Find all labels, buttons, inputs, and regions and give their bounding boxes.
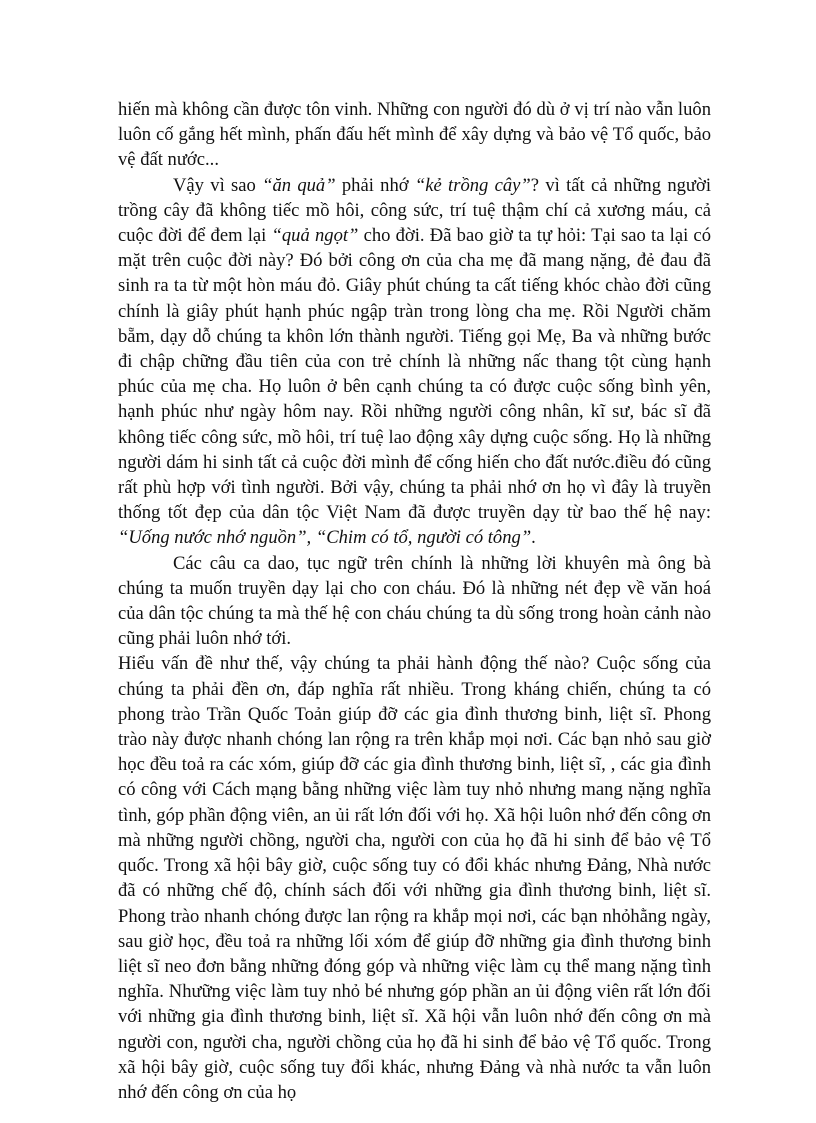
quote-ke-trong-cay: “kẻ trồng cây”: [414, 174, 531, 196]
document-page: [118, 97, 711, 1105]
quote-qua-ngot: “quả ngọt”: [271, 225, 359, 247]
paragraph-4: Hiểu vấn đề như thế, vậy chúng ta phải hành động thế nào? Cuộc sống của chúng ta phải đền ơn, đáp nghĩa rất nhiều. Trong kháng chiến, chúng ta có phong trào Trần Quốc Toản giúp đỡ các gia đình thương binh, liệt sĩ. Phong trào này được nhanh chóng lan rộng ra trên khắp mọi nơi. Các bạn nhỏ sau giờ học đều toả ra các xóm, giúp đỡ các gia đình thương binh, liệt sĩ, , các gia đình có công với Cách mạng bằng những việc làm tuy nhỏ nhưng mang nặng nghĩa tình, góp phần động viên, an ủi rất lớn đối với họ. Xã hội luôn nhớ đến công ơn mà những người chồng, người cha, người con của họ đã hi sinh để bảo vệ Tổ quốc. Trong xã hội bây giờ, cuộc sống tuy có đổi khác nhưng Đảng, Nhà nước đã có những chế độ, chính sách đối với những gia đình thương binh, liệt sĩ. Phong trào nhanh chóng được lan rộng ra khắp mọi nơi, các bạn nhỏhằng ngày, sau giờ học, đều toả ra những lối xóm để giúp đỡ những gia đình thương binh liệt sĩ neo đơn bằng những đóng góp và những việc làm cụ thể mang nặng tình nghĩa. Nhưững việc làm tuy nhỏ bé nhưng góp phần an ủi động viên rất lớn đối với những gia đình thương binh, liệt sĩ. Xã hội vẫn luôn nhớ đến công ơn mà người con, người cha, người chồng của họ đã hi sinh để bảo vệ Tổ quốc. Trong xã hội bây giờ, cuộc sống tuy đổi khác, nhưng Đảng và nhà nước ta vẫn luôn nhớ đến công ơn của họ: [118, 653, 711, 1103]
paragraph-2-text-5: .: [531, 527, 536, 549]
paragraph-2-text-3: ? vì tất cả những người trồng cây đã không tiếc mồ hôi, công sức, trí tuệ thậm chí cả xương máu, cả cuộc đời để đem lại: [118, 174, 711, 247]
paragraph-2-text-1: Vậy vì sao: [173, 174, 263, 196]
paragraph-2: [118, 173, 711, 551]
paragraph-3: Các câu ca dao, tục ngữ trên chính là những lời khuyên mà ông bà chúng ta muốn truyền dạy lại cho con cháu. Đó là những nét đẹp về văn hoá của dân tộc chúng ta mà thế hệ con cháu chúng ta dù sống trong hoàn cảnh nào cũng phải luôn nhớ tới.: [118, 552, 711, 650]
quote-an-qua: “ăn quả”: [262, 174, 336, 196]
paragraph-1: hiến mà không cần được tôn vinh. Những con người đó dù ở vị trí nào vẫn luôn luôn cố gắng hết mình, phấn đấu hết mình để xây dựng và bảo vệ Tổ quốc, bảo vệ đất nước...: [118, 99, 711, 171]
quote-proverbs: “Uống nước nhớ nguồn”, “Chim có tổ, người có tông”: [118, 527, 532, 549]
paragraph-2-text-2: phải nhớ: [335, 174, 415, 196]
paragraph-2-text-4: cho đời. Đã bao giờ ta tự hỏi: Tại sao ta lại có mặt trên cuộc đời này? Đó bởi công ơn của cha mẹ đã mang nặng, đẻ đau đã sinh ra ta từ một hòn máu đỏ. Giây phút chúng ta cất tiếng khóc chào đời cũng chính là giây phút hạnh phúc ngập tràn trong lòng cha mẹ. Rồi Người chăm bẵm, dạy dỗ chúng ta khôn lớn thành người. Tiếng gọi Mẹ, Ba và những bước đi chập chững đầu tiên của con trẻ chính là những nấc thang tột cùng hạnh phúc của mẹ cha. Họ luôn ở bên cạnh chúng ta có được cuộc sống bình yên, hạnh phúc như ngày hôm nay. Rồi những người công nhân, kĩ sư, bác sĩ đã không tiếc công sức, mồ hôi, trí tuệ lao động xây dựng cuộc sống. Họ là những người dám hi sinh tất cả cuộc đời mình để cống hiến cho đất nước.điều đó cũng rất phù hợp với tình người. Bởi vậy, chúng ta phải nhớ ơn họ vì đây là truyền thống tốt đẹp của dân tộc Việt Nam đã được truyền dạy từ bao thế hệ nay:: [118, 225, 711, 524]
